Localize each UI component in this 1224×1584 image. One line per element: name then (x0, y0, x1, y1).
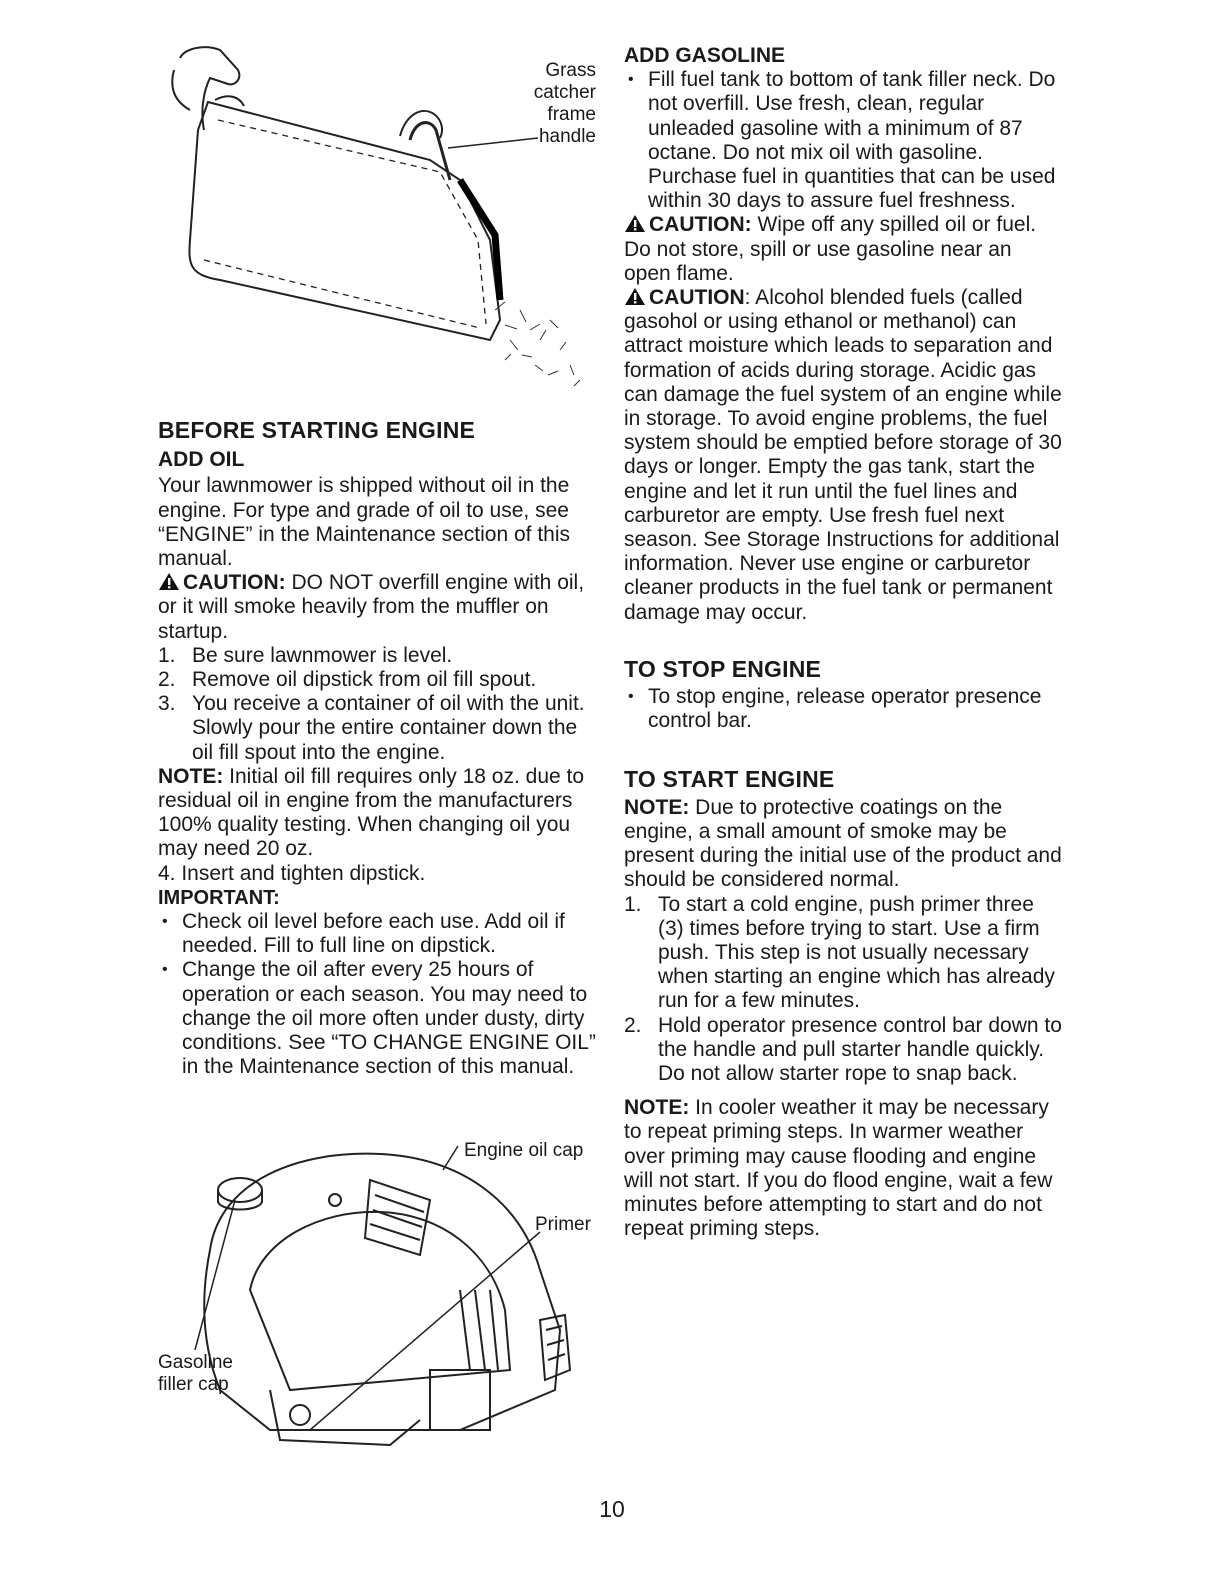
important-bullets (158, 910, 598, 1079)
oil-caution (158, 571, 598, 644)
step-text: Remove oil dipstick from oil fill spout. (192, 668, 537, 692)
caution-label: CAUTION: (183, 571, 286, 595)
note-label: NOTE: (624, 1096, 690, 1120)
subheading-add-oil: ADD OIL (158, 448, 245, 472)
caution-triangle-icon (624, 287, 646, 306)
subheading-add-gasoline: ADD GASOLINE (624, 44, 786, 67)
step-text: Hold operator presence control bar down to the handle and pull starter handle quickly. Do not allow starter rope to snap back. (658, 1013, 1062, 1085)
caution-triangle-icon (624, 214, 646, 233)
start-note-2 (624, 1096, 1064, 1241)
oil-steps (158, 644, 598, 765)
step-text: To start a cold engine, push primer three (3) times before trying to start. Use a firm push. This step is not usually necessary when starting an engine which has already run for a few minutes. (658, 892, 1055, 1013)
gasoline-caution-2 (624, 286, 1064, 625)
label-line: Gasoline (158, 1352, 233, 1373)
caution-triangle-icon (158, 572, 180, 591)
add-oil-intro: Your lawnmower is shipped without oil in the engine. For type and grade of oil to use, see “ENGINE” in the Maintenance section of this manual. (158, 474, 571, 571)
list-item (624, 1014, 1064, 1087)
label-line: Grass (545, 60, 596, 81)
oil-note (158, 765, 598, 862)
label-line: filler cap (158, 1374, 229, 1395)
list-item: • Change the oil after every 25 hours of operation or each season. You may need to change the oil more often under dusty, dirty conditions. See “TO CHANGE ENGINE OIL” in the Maintenance section of this manual. (158, 958, 598, 1079)
list-item: • Fill fuel tank to bottom of tank filler neck. Do not overfill. Use fresh, clean, regular unleaded gasoline with a minimum of 87 octane. Do not mix oil with gasoline. Purchase fuel in quantities that can be used within 30 days to assure fuel freshness. (624, 68, 1064, 213)
list-item (158, 668, 598, 692)
engine-oil-cap-label: Engine oil cap (464, 1140, 584, 1161)
page-number: 10 (599, 1496, 625, 1522)
label-line: frame (547, 104, 596, 125)
start-note-1 (624, 796, 1064, 893)
step-number: 1. (158, 643, 176, 667)
section-heading-stop-engine: TO STOP ENGINE (624, 655, 822, 682)
caution-text: : Alcohol blended fuels (called gasohol or using ethanol or methanol) can attract moisture which leads to separation and formation of acids during storage. Acidic gas can damage the fuel system of an engine while in storage. To avoid engine problems, the fuel system should be emptied before storage of 30 days or longer. Empty the gas tank, start the engine and let it run until the fuel lines and carburetor are empty. Use fresh fuel next season. See Storage Instructions for additional information. Never use engine or carburetor cleaner products in the fuel tank or permanent damage may occur. (624, 286, 1062, 624)
start-steps (624, 893, 1064, 1087)
note-text: Initial oil fill requires only 18 oz. due to residual oil in engine from the manufacturers 100% quality testing. When changing oil you may need 20 oz. (158, 764, 585, 861)
right-column (624, 44, 1064, 1241)
primer-label: Primer (535, 1214, 591, 1235)
step-number: 1. (624, 892, 642, 916)
caution-label: CAUTION: (649, 213, 752, 237)
step-number: 2. (158, 668, 176, 692)
caution-text: Wipe off any spilled oil or fuel. Do not store, spill or use gasoline near an open flame. (624, 213, 1037, 285)
section-heading-before-starting: BEFORE STARTING ENGINE (158, 417, 476, 443)
note-text: Due to protective coatings on the engine, a small amount of smoke may be present during the initial use of the product and should be considered normal. (624, 795, 1062, 892)
caution-text: DO NOT overfill engine with oil, or it will smoke heavily from the muffler on startup. (158, 571, 585, 643)
gasoline-filler-cap-label (158, 1352, 233, 1396)
note-label: NOTE: (158, 764, 224, 788)
step-text: Be sure lawnmower is level. (192, 643, 453, 667)
stop-engine-bullets (624, 685, 1064, 733)
note-text: In cooler weather it may be necessary to repeat priming steps. In warmer weather over priming may cause flooding and engine will not start. If you do flood engine, wait a few minutes before attempting to start and do not repeat priming steps. (624, 1096, 1053, 1241)
step-number: 3. (158, 692, 176, 716)
list-item (158, 692, 598, 765)
important-label: IMPORTANT: (158, 886, 280, 909)
list-item (624, 893, 1064, 1014)
section-heading-start-engine: TO START ENGINE (624, 766, 835, 793)
grass-catcher-frame-handle-label (520, 60, 596, 148)
list-item: • Check oil level before each use. Add oil if needed. Fill to full line on dipstick. (158, 910, 598, 958)
list-item (158, 644, 598, 668)
gasoline-caution-1 (624, 213, 1064, 286)
step-number: 2. (624, 1013, 642, 1037)
list-item: • To stop engine, release operator presence control bar. (624, 685, 1064, 733)
step-four: 4. Insert and tighten dipstick. (158, 861, 426, 885)
note-label: NOTE: (624, 795, 690, 819)
label-line: handle (538, 126, 596, 147)
engine-illustration (160, 1140, 610, 1470)
label-line: catcher (533, 82, 596, 103)
left-column (158, 418, 598, 1079)
caution-label: CAUTION (649, 286, 745, 310)
step-text: You receive a container of oil with the unit. Slowly pour the entire container down the oil fill spout into the engine. (192, 692, 585, 764)
gasoline-bullets (624, 68, 1064, 213)
